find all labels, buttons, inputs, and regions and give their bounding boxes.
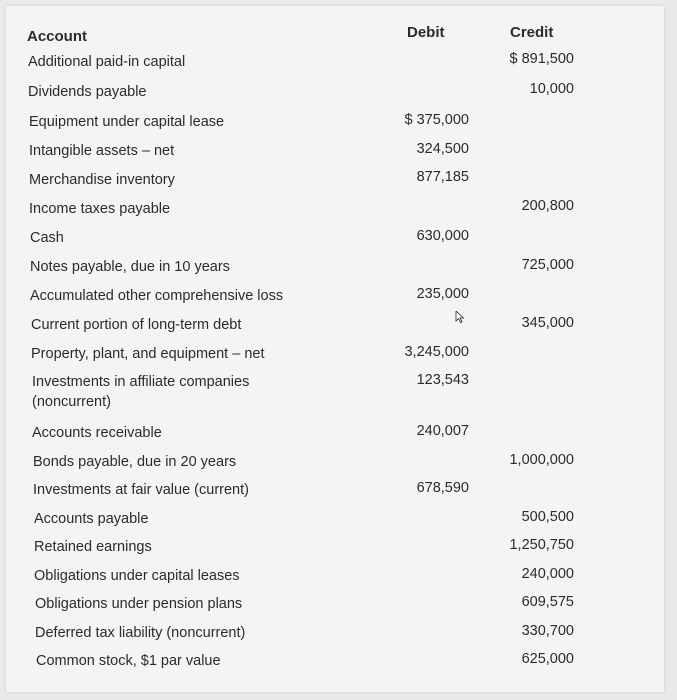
- account-name: Retained earnings: [34, 539, 152, 555]
- account-name: Common stock, $1 par value: [36, 653, 221, 669]
- account-name: Investments at fair value (current): [33, 482, 249, 498]
- credit-value: 609,575: [521, 594, 574, 610]
- account-name: Obligations under capital leases: [34, 568, 240, 584]
- account-name: Accounts receivable: [32, 425, 162, 441]
- credit-value: 1,250,750: [509, 537, 574, 553]
- credit-value: 1,000,000: [509, 452, 574, 468]
- debit-value: 678,590: [416, 480, 469, 496]
- account-name: Income taxes payable: [29, 201, 171, 217]
- credit-value: $ 891,500: [509, 51, 574, 67]
- account-name: Obligations under pension plans: [35, 596, 243, 612]
- account-name: Merchandise inventory: [29, 172, 175, 188]
- debit-value: 3,245,000: [404, 344, 469, 360]
- account-name: Additional paid-in capital: [28, 54, 186, 70]
- credit-value: 725,000: [521, 257, 574, 273]
- account-name: Bonds payable, due in 20 years: [33, 454, 237, 470]
- account-name: Dividends payable: [28, 84, 147, 100]
- debit-value: 235,000: [416, 286, 469, 302]
- account-header: Account: [27, 28, 87, 45]
- debit-value: 123,543: [416, 372, 469, 388]
- credit-value: 345,000: [521, 315, 574, 331]
- credit-value: 330,700: [521, 623, 574, 639]
- account-name: Deferred tax liability (noncurrent): [35, 625, 246, 641]
- account-name: Property, plant, and equipment – net: [31, 346, 265, 362]
- account-name-continued: (noncurrent): [32, 394, 111, 410]
- credit-value: 10,000: [529, 81, 574, 97]
- debit-value: $ 375,000: [404, 112, 469, 128]
- credit-value: 200,800: [521, 198, 574, 214]
- account-name: Current portion of long-term debt: [31, 317, 242, 333]
- account-name: Notes payable, due in 10 years: [30, 259, 230, 275]
- debit-header: Debit: [407, 24, 445, 41]
- credit-value: 500,500: [521, 509, 574, 525]
- credit-value: 625,000: [521, 651, 574, 667]
- account-name: Investments in affiliate companies: [32, 374, 250, 390]
- account-name: Equipment under capital lease: [29, 114, 225, 130]
- credit-value: 240,000: [521, 566, 574, 582]
- mouse-pointer-icon: [455, 311, 465, 323]
- debit-value: 877,185: [416, 169, 469, 185]
- account-name: Cash: [30, 230, 64, 246]
- account-name: Accounts payable: [34, 511, 149, 527]
- credit-header: Credit: [510, 24, 554, 41]
- debit-value: 630,000: [416, 228, 469, 244]
- trial-balance-sheet: [6, 6, 664, 692]
- debit-value: 240,007: [416, 423, 469, 439]
- debit-value: 324,500: [416, 141, 469, 157]
- account-name: Accumulated other comprehensive loss: [30, 288, 284, 304]
- account-name: Intangible assets – net: [29, 143, 175, 159]
